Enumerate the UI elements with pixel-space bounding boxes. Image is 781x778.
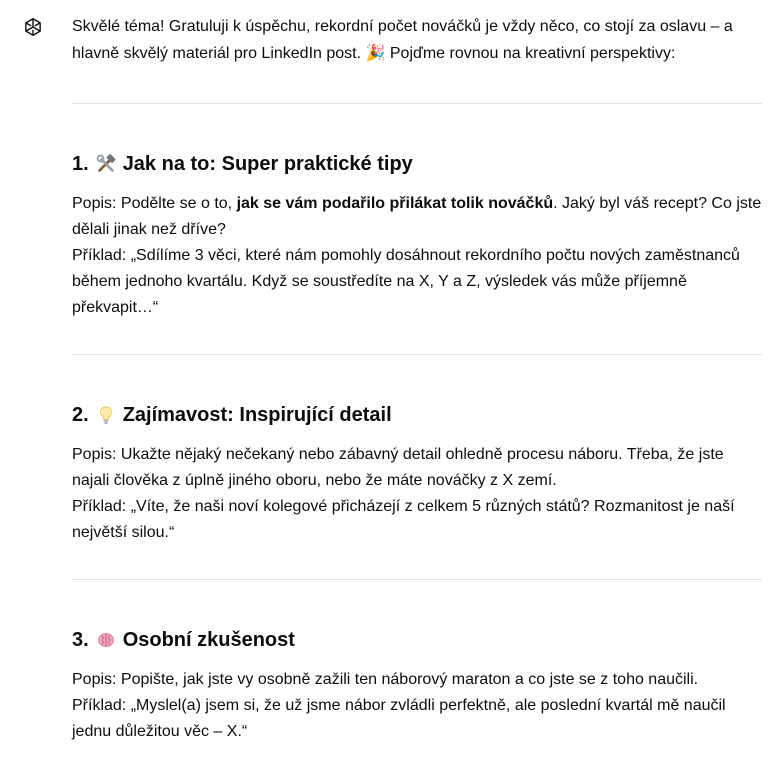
- section-body-2: [72, 442, 762, 546]
- intro-text-1: Skvělé téma! Gratuluji k úspěchu, rekordní počet nováčků je vždy něco, co stojí za oslavu – a: [72, 18, 733, 35]
- popis-text: Popis: Ukažte nějaký nečekaný nebo zábavný detail ohledně procesu náboru. Třeba, že jste najali člověka z úplně jiného oboru, nebo že máte nováčky z X zemí.: [72, 446, 724, 489]
- intro-text-3: Pojďme rovnou na kreativní perspektivy:: [389, 45, 676, 62]
- section-heading-2: [72, 401, 762, 429]
- hammer-wrench-icon: [95, 153, 117, 175]
- priklad-text: Příklad: „Víte, že naši noví kolegové přicházejí z celkem 5 různých států? Rozmanitost je naší největší silou.“: [72, 498, 735, 541]
- intro-text-2: hlavně skvělý materiál pro LinkedIn post.: [72, 45, 362, 62]
- divider: [72, 579, 762, 580]
- openai-logo-icon: [22, 16, 44, 38]
- section-number: 1.: [72, 153, 89, 175]
- priklad-text: Příklad: „Sdílíme 3 věci, které nám pomohly dosáhnout rekordního počtu nových zaměstnanců během jednoho kvartálu. Když se soustředíte na X, Y a Z, výsledek vás může příjemně překvapit…“: [72, 247, 740, 316]
- section-title: Jak na to: Super praktické tipy: [122, 153, 413, 175]
- popis-text: Popis: Popište, jak jste vy osobně zažili ten náborový maraton a co jste se z toho naučili.: [72, 671, 699, 688]
- section-body-3: [72, 667, 762, 745]
- priklad-text: Příklad: „Myslel(a) jsem si, že už jsme nábor zvládli perfektně, ale poslední kvartál mě naučil jednu důležitou věc – X.“: [72, 697, 726, 740]
- divider: [72, 103, 762, 104]
- brain-icon: [95, 629, 117, 651]
- section-number: 3.: [72, 629, 89, 651]
- section-title: Osobní zkušenost: [122, 629, 295, 651]
- assistant-message: [72, 14, 762, 778]
- section-number: 2.: [72, 404, 89, 426]
- divider: [72, 354, 762, 355]
- section-body-1: [72, 191, 762, 321]
- section-heading-3: [72, 626, 762, 654]
- section-heading-1: [72, 150, 762, 178]
- intro-paragraph: [72, 14, 762, 67]
- popis-prefix: Popis: Podělte se o to,: [72, 195, 233, 212]
- popis-suffix: . Jaký byl váš recept? Co jste dělali jinak než dříve?: [72, 195, 762, 238]
- light-bulb-icon: [95, 404, 117, 426]
- party-popper-icon: 🎉: [365, 43, 386, 62]
- popis-bold: jak se vám podařilo přilákat tolik nováčků: [236, 195, 554, 212]
- section-title: Zajímavost: Inspirující detail: [122, 404, 392, 426]
